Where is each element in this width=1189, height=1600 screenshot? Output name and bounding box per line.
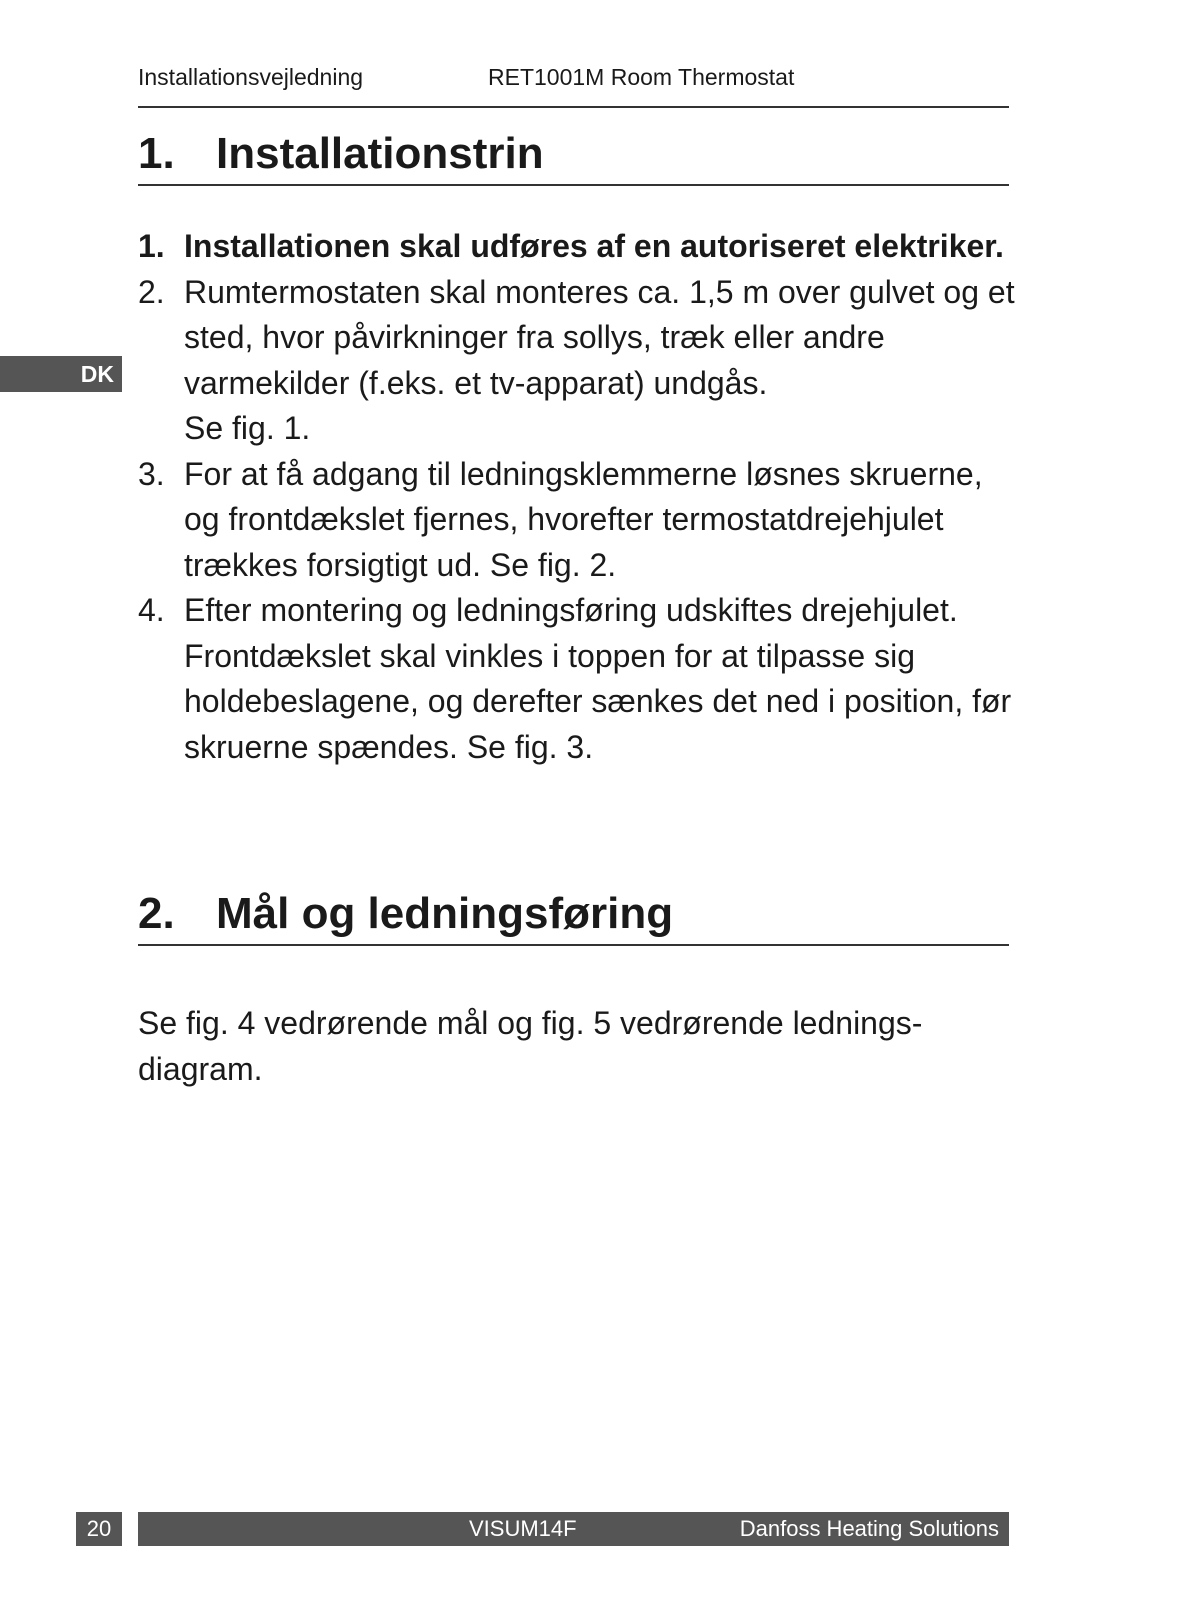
- section-1-title: Installationstrin: [216, 129, 544, 178]
- list-item: [138, 224, 1018, 270]
- section-1-heading: [138, 127, 1009, 181]
- step-text: For at få adgang til ledningsklemmerne løsnes skruerne, og frontdækslet fjernes, hvorefter termostatdrejehjulet trækkes forsigtigt ud. Se fig. 2.: [184, 455, 983, 583]
- section-1-divider: [138, 184, 1009, 186]
- step-text: Efter montering og ledningsføring udskiftes drejehjulet. Frontdækslet skal vinkles i toppen for at tilpasse sig holdebeslagene, og derefter sænkes det ned i position, før skruerne spændes. Se fig. 3.: [184, 592, 1012, 765]
- step-body: [184, 270, 1018, 452]
- step-number: 3.: [138, 455, 165, 492]
- section-2-heading: [138, 887, 1009, 941]
- step-number: 1.: [138, 228, 165, 264]
- footer-bar: [138, 1512, 1009, 1546]
- step-text: Rumtermostaten skal monteres ca. 1,5 m over gulvet og et sted, hvor påvirkninger fra sollys, træk eller andre varmekilder (f.eks. et tv-apparat) undgås.: [184, 273, 1015, 401]
- list-item: [138, 270, 1018, 452]
- language-tab: DK: [0, 356, 122, 392]
- section-2-body: Se fig. 4 vedrørende mål og fig. 5 vedrørende ledningsdiagram.: [138, 1005, 923, 1087]
- section-2-number: 2.: [138, 889, 175, 938]
- header-manual-title: Installationsvejledning: [138, 64, 364, 90]
- company-name: Danfoss Heating Solutions: [739, 1516, 999, 1541]
- step-number: 4.: [138, 592, 165, 628]
- section-2-title: Mål og ledningsføring: [216, 889, 674, 938]
- document-code: VISUM14F: [469, 1516, 577, 1541]
- page-number: 20: [76, 1512, 122, 1546]
- section-2-divider: [138, 944, 1009, 946]
- step-figure-reference: Se fig. 1.: [184, 410, 311, 446]
- step-text: Installationen skal udføres af en autoriseret elektriker.: [184, 228, 1004, 264]
- section-1-number: 1.: [138, 129, 175, 178]
- list-item: [138, 452, 1018, 589]
- header-divider: [138, 106, 1009, 108]
- installation-steps-list: [138, 224, 1018, 770]
- list-item: [138, 588, 1018, 770]
- header-product-name: RET1001M Room Thermostat: [488, 64, 795, 90]
- step-number: 2.: [138, 273, 165, 310]
